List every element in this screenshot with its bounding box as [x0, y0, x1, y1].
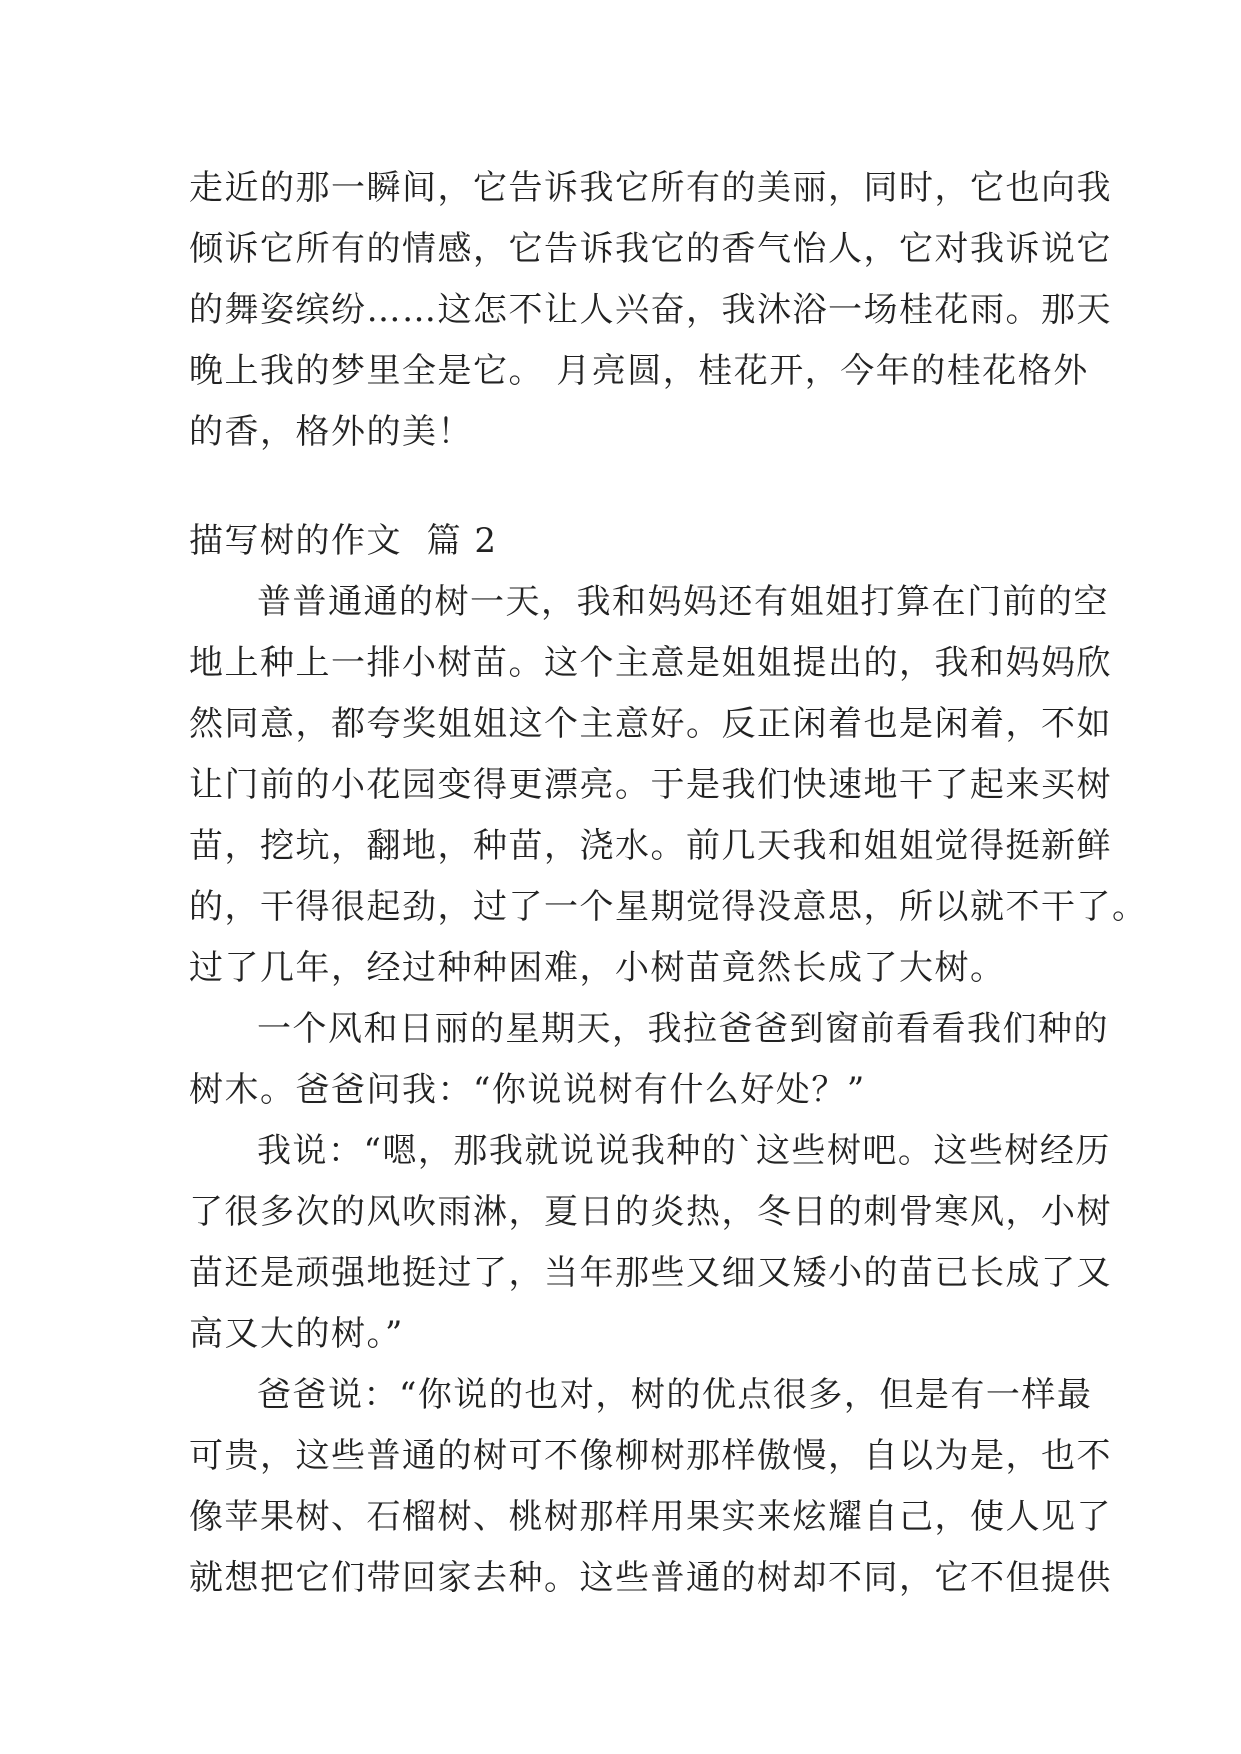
text-line: 像苹果树、石榴树、桃树那样用果实来炫耀自己，使人见了 [189, 1497, 1112, 1537]
text-line: 的，干得很起劲，过了一个星期觉得没意思，所以就不干了。 [189, 887, 1148, 927]
text-line: 的舞姿缤纷……这怎不让人兴奋，我沐浴一场桂花雨。那天 [189, 290, 1112, 330]
intro-paragraph [189, 158, 1112, 463]
paragraph-3 [189, 1121, 1112, 1365]
text-line: 树木。爸爸问我：“你说说树有什么好处？” [189, 1070, 866, 1110]
text-line: 地上种上一排小树苗。这个主意是姐姐提出的，我和妈妈欣 [189, 643, 1112, 683]
document-body [189, 158, 1148, 1609]
text-line: 走近的那一瞬间，它告诉我它所有的美丽，同时，它也向我 [189, 168, 1112, 208]
text-line: 晚上我的梦里全是它。 月亮圆，桂花开，今年的桂花格外 [189, 351, 1089, 391]
text-line: 的香，格外的美！ [189, 412, 473, 452]
text-line: 普普通通的树一天，我和妈妈还有姐姐打算在门前的空 [257, 582, 1109, 622]
text-line: 过了几年，经过种种困难，小树苗竟然长成了大树。 [189, 948, 1006, 988]
paragraph-2 [189, 999, 1109, 1121]
text-line: 苗，挖坑，翻地，种苗，浇水。前几天我和姐姐觉得挺新鲜 [189, 826, 1112, 866]
text-line: 倾诉它所有的情感，它告诉我它的香气怡人，它对我诉说它 [189, 229, 1112, 269]
text-line: 了很多次的风吹雨淋，夏日的炎热，冬日的刺骨寒风，小树 [189, 1192, 1112, 1232]
text-line: 苗还是顽强地挺过了，当年那些又细又矮小的苗已长成了又 [189, 1253, 1112, 1293]
text-line: 让门前的小花园变得更漂亮。于是我们快速地干了起来买树 [189, 765, 1112, 805]
text-line: 然同意，都夸奖姐姐这个主意好。反正闲着也是闲着，不如 [189, 704, 1112, 744]
section-heading: 描写树的作文 篇 2 [189, 521, 498, 561]
text-line: 爸爸说：“你说的也对，树的优点很多，但是有一样最 [257, 1375, 1093, 1415]
paragraph-4 [189, 1365, 1112, 1609]
text-line: 一个风和日丽的星期天，我拉爸爸到窗前看看我们种的 [257, 1009, 1109, 1049]
text-line: 就想把它们带回家去种。这些普通的树却不同，它不但提供 [189, 1558, 1112, 1598]
text-line: 可贵，这些普通的树可不像柳树那样傲慢，自以为是，也不 [189, 1436, 1112, 1476]
text-line: 高又大的树。” [189, 1314, 404, 1354]
text-line: 我说：“嗯，那我就说说我种的`这些树吧。这些树经历 [257, 1131, 1111, 1171]
paragraph-1 [189, 572, 1148, 999]
